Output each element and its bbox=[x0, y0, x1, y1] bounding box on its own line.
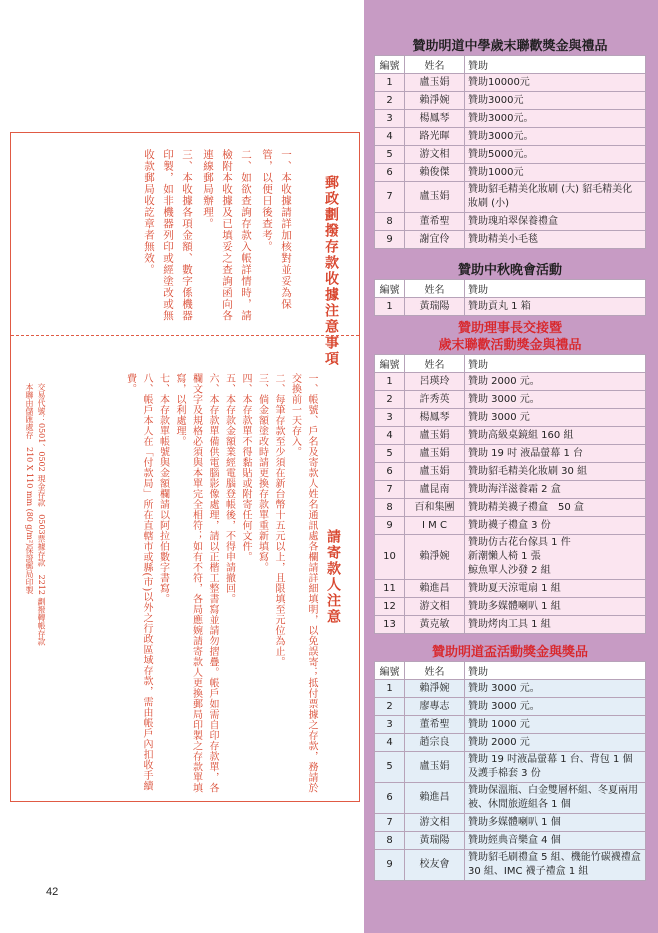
column-header: 贊助 bbox=[465, 280, 646, 298]
sponsor-section bbox=[374, 262, 646, 316]
sponsor-name: 董希聖 bbox=[405, 213, 465, 231]
sponsor-gift: 贊助3000元 bbox=[465, 92, 646, 110]
row-number: 1 bbox=[375, 74, 405, 92]
depositor-note: 四、本存款單不得黏貼或附寄任何文件。 bbox=[240, 373, 251, 562]
row-number: 6 bbox=[375, 783, 405, 814]
sponsor-name: 謝宜伶 bbox=[405, 231, 465, 249]
row-number: 4 bbox=[375, 128, 405, 146]
row-number: 1 bbox=[375, 373, 405, 391]
sponsor-name: 楊鳳琴 bbox=[405, 409, 465, 427]
table-row bbox=[375, 213, 646, 231]
sponsor-gift: 贊助10000元 bbox=[465, 74, 646, 92]
row-number: 2 bbox=[375, 698, 405, 716]
sponsor-gift: 贊助多媒體喇叭 1 組 bbox=[465, 598, 646, 616]
sponsor-table bbox=[374, 55, 646, 249]
sponsor-gift: 贊助 3000 元。 bbox=[465, 698, 646, 716]
footer-line: 本聯由儲匯處存 210 X 110 mm (80 g/m²)保證郵局印製 bbox=[25, 383, 34, 595]
sponsor-gift: 贊助仿古花台傢具 1 件 新潮懶人椅 1 張 鯨魚單人沙發 2 組 bbox=[465, 535, 646, 580]
row-number: 3 bbox=[375, 409, 405, 427]
row-number: 3 bbox=[375, 110, 405, 128]
column-header: 姓名 bbox=[405, 56, 465, 74]
sponsor-gift: 贊助 2000 元 bbox=[465, 734, 646, 752]
column-header: 編號 bbox=[375, 355, 405, 373]
sponsor-name: 路光暉 bbox=[405, 128, 465, 146]
notice-footer bbox=[23, 383, 47, 793]
column-header: 編號 bbox=[375, 662, 405, 680]
notice-title: 郵政劃撥存款收據注意事項 bbox=[323, 175, 339, 367]
sponsor-name: 黃克敏 bbox=[405, 616, 465, 634]
depositor-note: 八、帳戶本人在「付款局」所在直轄市或縣(市)以外之行政區域存款，需由帳戶內扣收手續費。 bbox=[124, 373, 152, 792]
sponsor-name: 盧玉娟 bbox=[405, 74, 465, 92]
row-number: 9 bbox=[375, 850, 405, 881]
column-header: 贊助 bbox=[465, 662, 646, 680]
table-row bbox=[375, 832, 646, 850]
row-number: 7 bbox=[375, 481, 405, 499]
row-number: 5 bbox=[375, 752, 405, 783]
sponsor-gift: 贊助5000元。 bbox=[465, 146, 646, 164]
sponsor-name: 賴進昌 bbox=[405, 783, 465, 814]
sponsor-name: 廖專志 bbox=[405, 698, 465, 716]
postal-notice bbox=[10, 132, 360, 802]
sponsor-table bbox=[374, 354, 646, 634]
row-number: 12 bbox=[375, 598, 405, 616]
sponsor-gift: 贊助精美襪子禮盒 50 盒 bbox=[465, 499, 646, 517]
row-number: 8 bbox=[375, 499, 405, 517]
sponsor-section bbox=[374, 320, 646, 634]
sponsor-name: 游文相 bbox=[405, 146, 465, 164]
row-number: 2 bbox=[375, 92, 405, 110]
table-row bbox=[375, 445, 646, 463]
table-row bbox=[375, 850, 646, 881]
table-row bbox=[375, 616, 646, 634]
divider bbox=[11, 335, 359, 336]
row-number: 8 bbox=[375, 213, 405, 231]
sponsor-gift: 贊助 2000 元。 bbox=[465, 373, 646, 391]
sponsor-name: 黃瑞陽 bbox=[405, 298, 465, 316]
page-number: 42 bbox=[46, 886, 59, 898]
column-header: 贊助 bbox=[465, 56, 646, 74]
table-row bbox=[375, 481, 646, 499]
table-row bbox=[375, 680, 646, 698]
depositor-note: 六、本存款單備供電腦影像處理，請以正楷工整書寫並請勿摺疊。帳戶如需自印存款單，各欄文字及規格必須與本單完全相符；如有不符，各局應婉請寄款人更換郵局印製之存款單填寫，以利處理。 bbox=[174, 373, 218, 793]
sponsor-table bbox=[374, 661, 646, 881]
footer-line: 交易代號：0501、0502 現金存款 0503票據存款 2212 劃撥轉帳存款 bbox=[37, 383, 46, 646]
row-number: 11 bbox=[375, 580, 405, 598]
sponsor-gift: 贊助夏天涼電扇 1 組 bbox=[465, 580, 646, 598]
table-row bbox=[375, 409, 646, 427]
column-header: 編號 bbox=[375, 280, 405, 298]
depositor-note: 一、帳號、戶名及寄款人姓名通訊處各欄請詳細填明，以免誤寄；抵付票據之存款，務請於交換前一天存入。 bbox=[289, 373, 317, 793]
table-row bbox=[375, 752, 646, 783]
row-number: 1 bbox=[375, 680, 405, 698]
notice-note: 一、本收據請詳加核對並妥為保管，以便日後查考。 bbox=[261, 149, 292, 310]
sponsor-gift: 贊助 3000 元。 bbox=[465, 680, 646, 698]
sponsor-name: 盧玉娟 bbox=[405, 463, 465, 481]
sponsor-name: 百和集團 bbox=[405, 499, 465, 517]
sponsor-gift: 贊助精美小毛毯 bbox=[465, 231, 646, 249]
section-title: 贊助明道盃活動獎金與獎品 bbox=[431, 645, 588, 660]
sponsor-gift: 贊助1000元 bbox=[465, 164, 646, 182]
depositor-note: 五、本存款金額業經電腦登帳後，不得申請撤回。 bbox=[223, 373, 235, 604]
notice-note: 三、本收據各項金額、數字係機器印製，如非機器列印或經塗改或無收款郵局收訖章者無效。 bbox=[143, 149, 193, 322]
table-row bbox=[375, 716, 646, 734]
sponsor-gift: 贊助 19 吋 液晶螢幕 1 台 bbox=[465, 445, 646, 463]
sponsor-gift: 贊助貂毛精美化妝刷 30 組 bbox=[465, 463, 646, 481]
sponsor-gift: 贊助經典音樂盒 4 個 bbox=[465, 832, 646, 850]
table-row bbox=[375, 110, 646, 128]
sponsor-name: 游文相 bbox=[405, 814, 465, 832]
table-row bbox=[375, 92, 646, 110]
row-number: 9 bbox=[375, 231, 405, 249]
sponsor-name: 盧玉娟 bbox=[405, 752, 465, 783]
depositor-note: 七、本存款單帳號與金額欄請以阿拉伯數字書寫。 bbox=[157, 373, 169, 604]
row-number: 7 bbox=[375, 182, 405, 213]
column-header: 贊助 bbox=[465, 355, 646, 373]
sponsor-name: 賴淨婉 bbox=[405, 92, 465, 110]
table-row bbox=[375, 373, 646, 391]
column-header: 編號 bbox=[375, 56, 405, 74]
row-number: 6 bbox=[375, 164, 405, 182]
row-number: 10 bbox=[375, 535, 405, 580]
sponsor-name: 盧昆南 bbox=[405, 481, 465, 499]
section-title: 贊助中秋晚會活動 bbox=[457, 263, 562, 278]
sponsor-name: 許秀英 bbox=[405, 391, 465, 409]
sponsor-name: 黃瑞陽 bbox=[405, 832, 465, 850]
table-row bbox=[375, 698, 646, 716]
sponsor-gift: 贊助 3000 元 bbox=[465, 409, 646, 427]
sponsor-gift: 贊助 3000 元。 bbox=[465, 391, 646, 409]
table-row bbox=[375, 427, 646, 445]
row-number: 9 bbox=[375, 517, 405, 535]
sponsor-gift: 贊助 19 吋液晶螢幕 1 台、背包 1 個及護手棉套 3 份 bbox=[465, 752, 646, 783]
table-row bbox=[375, 814, 646, 832]
sponsor-gift: 贊助 1000 元 bbox=[465, 716, 646, 734]
sponsor-gift: 贊助襪子禮盒 3 份 bbox=[465, 517, 646, 535]
row-number: 7 bbox=[375, 814, 405, 832]
sponsor-name: 盧玉娟 bbox=[405, 182, 465, 213]
table-row bbox=[375, 128, 646, 146]
row-number: 2 bbox=[375, 391, 405, 409]
table-row bbox=[375, 783, 646, 814]
table-row bbox=[375, 734, 646, 752]
depositor-note: 二、每筆存款至少須在新台幣十五元以上，且限填至元位為止。 bbox=[273, 373, 284, 667]
table-row bbox=[375, 598, 646, 616]
table-row bbox=[375, 146, 646, 164]
column-header: 姓名 bbox=[405, 662, 465, 680]
row-number: 5 bbox=[375, 146, 405, 164]
row-number: 8 bbox=[375, 832, 405, 850]
row-number: 1 bbox=[375, 298, 405, 316]
table-row bbox=[375, 580, 646, 598]
sponsor-section bbox=[374, 38, 646, 249]
sponsor-name: I M C bbox=[405, 517, 465, 535]
row-number: 3 bbox=[375, 716, 405, 734]
table-row bbox=[375, 298, 646, 316]
sponsor-gift: 贊助保溫瓶、白金雙層杯組、冬夏兩用被、休閒旅遊組各 1 個 bbox=[465, 783, 646, 814]
column-header: 姓名 bbox=[405, 280, 465, 298]
sponsor-name: 賴淨婉 bbox=[405, 535, 465, 580]
table-row bbox=[375, 164, 646, 182]
sponsor-name: 校友會 bbox=[405, 850, 465, 881]
sponsor-name: 賴進昌 bbox=[405, 580, 465, 598]
sponsor-name: 賴俊傑 bbox=[405, 164, 465, 182]
notice-notes bbox=[137, 149, 295, 329]
sponsor-name: 董希聖 bbox=[405, 716, 465, 734]
table-row bbox=[375, 517, 646, 535]
sponsor-table bbox=[374, 279, 646, 316]
section-title: 贊助理事長交接暨 歲末聯歡活動獎金與禮品 bbox=[438, 321, 582, 353]
sponsor-name: 呂瑛玲 bbox=[405, 373, 465, 391]
table-row bbox=[375, 499, 646, 517]
row-number: 5 bbox=[375, 445, 405, 463]
sponsor-name: 盧玉娟 bbox=[405, 427, 465, 445]
sponsor-gift: 贊助烤肉工具 1 組 bbox=[465, 616, 646, 634]
row-number: 13 bbox=[375, 616, 405, 634]
sponsor-gift: 贊助貂毛刷禮盒 5 組、機能竹碳襪禮盒 30 組、IMC 襪子禮盒 1 組 bbox=[465, 850, 646, 881]
sponsor-gift: 贊助3000元。 bbox=[465, 110, 646, 128]
table-row bbox=[375, 391, 646, 409]
notice-note: 二、如欲查詢存款入帳詳情時，請檢附本收據及已填妥之查詢函向各連線郵局辦理。 bbox=[202, 149, 252, 322]
sponsor-section bbox=[374, 644, 646, 881]
table-row bbox=[375, 535, 646, 580]
sponsor-name: 趙宗良 bbox=[405, 734, 465, 752]
row-number: 6 bbox=[375, 463, 405, 481]
notice-title-2: 請寄款人注意 bbox=[325, 529, 341, 625]
section-title: 贊助明道中學歲末聯歡獎金與禮品 bbox=[412, 39, 608, 54]
sponsor-gift: 贊助貢丸 1 箱 bbox=[465, 298, 646, 316]
sponsor-gift: 贊助3000元。 bbox=[465, 128, 646, 146]
sponsor-name: 賴淨婉 bbox=[405, 680, 465, 698]
depositor-note: 三、倘金額塗改時請更換存款單重新填寫。 bbox=[256, 373, 268, 573]
sponsor-gift: 贊助多媒體喇叭 1 個 bbox=[465, 814, 646, 832]
sponsor-gift: 贊助瑰珀翠保養禮盒 bbox=[465, 213, 646, 231]
row-number: 4 bbox=[375, 734, 405, 752]
depositor-notes bbox=[121, 373, 319, 793]
sponsor-name: 盧玉娟 bbox=[405, 445, 465, 463]
sponsor-name: 游文相 bbox=[405, 598, 465, 616]
column-header: 姓名 bbox=[405, 355, 465, 373]
row-number: 4 bbox=[375, 427, 405, 445]
sponsor-gift: 贊助貂毛精美化妝刷 (大) 貂毛精美化妝刷 (小) bbox=[465, 182, 646, 213]
table-row bbox=[375, 463, 646, 481]
sponsor-gift: 贊助海洋滋養霜 2 盒 bbox=[465, 481, 646, 499]
table-row bbox=[375, 182, 646, 213]
sponsor-name: 楊鳳琴 bbox=[405, 110, 465, 128]
table-row bbox=[375, 231, 646, 249]
table-row bbox=[375, 74, 646, 92]
sponsor-gift: 贊助高級桌鏡組 160 組 bbox=[465, 427, 646, 445]
